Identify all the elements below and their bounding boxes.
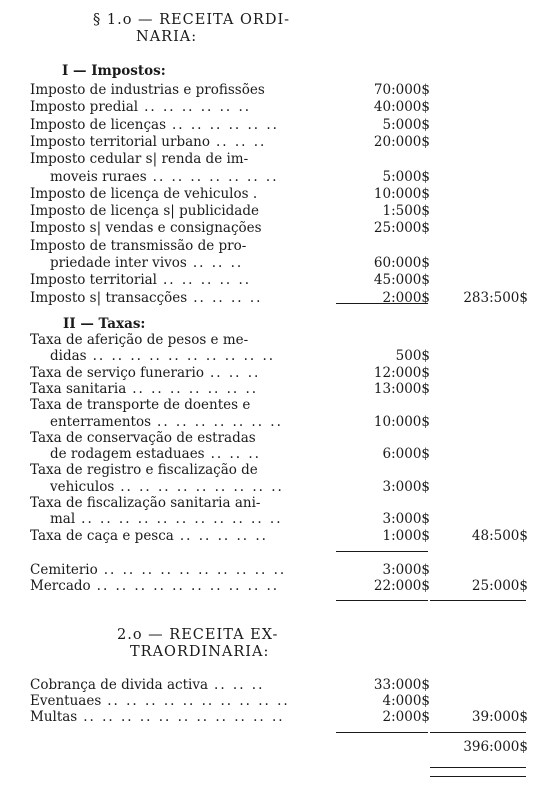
row-value: 45:000$	[373, 272, 430, 289]
row-label	[30, 221, 262, 236]
leader-dots: .. .. ..	[209, 364, 261, 381]
row-value: 3:000$	[382, 478, 430, 495]
row-label	[30, 100, 251, 115]
row-text: Taxa de caça e pesca	[30, 527, 174, 544]
row-value: 22:000$	[373, 578, 430, 594]
row-label	[30, 135, 266, 150]
row-text: Taxa de conservação de estradas	[30, 429, 256, 446]
row-text: Taxa de registro e fiscalização de	[30, 462, 258, 479]
row-label	[30, 496, 260, 511]
row-text: Taxa sanitaria	[30, 380, 127, 397]
row-label	[30, 398, 250, 413]
row-text: Imposto s| transacções	[30, 289, 188, 306]
row-label	[30, 273, 251, 288]
leader-dots: .. .. .. .. .. .. .. .. .. ..	[92, 348, 276, 365]
row-value: 500$	[395, 348, 430, 365]
row-subtotal: 25:000$	[471, 578, 528, 594]
leader-dots: .. .. .. .. ..	[179, 527, 268, 544]
section2-rule	[336, 732, 428, 733]
row-text: Cobrança de divida activa	[30, 677, 209, 693]
leader-dots: .. .. .. .. .. ..	[172, 116, 279, 133]
row-value: 12:000$	[373, 364, 430, 381]
row-value: 2:000$	[382, 709, 430, 726]
row-value: 40:000$	[373, 99, 430, 116]
row-value: 10:000$	[373, 413, 430, 430]
leader-dots: .. .. ..	[215, 133, 267, 150]
row-value: 70:000$	[373, 82, 430, 98]
row-label	[50, 256, 243, 271]
row-text: moveis ruraes	[50, 168, 147, 185]
row-text: Imposto territorial urbano	[30, 133, 210, 150]
row-label	[30, 431, 256, 446]
grand-total-rule-1	[430, 767, 526, 768]
section1-total-rule	[430, 600, 526, 601]
leader-dots: .. .. ..	[192, 255, 244, 271]
leader-dots: .. .. ..	[210, 446, 261, 463]
row-text: priedade inter vivos	[50, 255, 187, 271]
row-text: Eventuaes	[30, 693, 102, 710]
row-text: Taxa de fiscalização sanitaria ani-	[30, 495, 261, 511]
leader-dots: .. .. .. .. .. .. ..	[157, 413, 283, 430]
row-text: didas	[50, 348, 87, 365]
leader-dots: .. .. .. .. .. .. ..	[132, 380, 259, 397]
leader-dots: .. .. .. .. .. .. .. .. .. ..	[96, 578, 280, 594]
leader-dots: .. .. .. .. .. .. ..	[152, 168, 279, 185]
leader-dots: .. .. .. .. .. .. .. .. .. .. ..	[83, 709, 285, 726]
impostos-rule	[336, 303, 428, 304]
row-label	[30, 694, 290, 709]
row-value: 2:000$	[382, 289, 430, 306]
row-value: 1:000$	[382, 527, 430, 544]
row-value: 60:000$	[373, 255, 430, 271]
row-label	[50, 170, 278, 185]
row-value: 3:000$	[382, 562, 430, 578]
row-value: 20:000$	[373, 133, 430, 150]
row-text: Taxa de serviço funerario	[30, 364, 204, 381]
row-label	[30, 529, 268, 544]
row-label	[30, 83, 265, 98]
row-label	[50, 480, 284, 495]
leader-dots: .. .. .. .. ..	[163, 272, 252, 289]
row-text: enterramentos	[50, 413, 152, 430]
row-subtotal: 39:000$	[471, 709, 528, 726]
section1-heading-line1: § 1.o — RECEITA ORDI-	[93, 12, 291, 28]
row-label	[30, 382, 258, 397]
row-subtotal: 283:500$	[463, 289, 528, 306]
others-rule	[336, 600, 428, 601]
taxas-rule	[336, 551, 428, 552]
row-text: Imposto de industrias e profissões	[30, 82, 265, 98]
row-label	[30, 187, 257, 202]
row-label	[30, 366, 260, 381]
row-text: Imposto predial	[30, 99, 139, 116]
section2-total-rule	[430, 732, 526, 733]
row-label	[30, 152, 248, 167]
section2-heading-line1: 2.o — RECEITA EX-	[117, 627, 279, 643]
row-label	[30, 239, 246, 254]
row-label	[50, 512, 283, 527]
row-text: Imposto de licenças	[30, 116, 167, 133]
row-text: Imposto de transmissão de pro-	[30, 237, 247, 254]
row-value: 10:000$	[373, 185, 430, 202]
row-value: 6:000$	[382, 446, 430, 463]
leader-dots: .. .. .. .. .. ..	[144, 99, 252, 116]
row-label	[30, 291, 262, 306]
row-label	[30, 579, 279, 594]
section2-heading-line2: TRAORDINARIA:	[130, 644, 270, 660]
grand-total-rule-2	[430, 776, 526, 777]
grand-total: 396:000$	[463, 739, 528, 755]
row-value: 1:500$	[382, 203, 430, 220]
taxas-title: II — Taxas:	[63, 316, 146, 332]
row-text: Mercado	[30, 578, 91, 594]
row-text: Imposto territorial	[30, 272, 158, 289]
row-value: 5:000$	[382, 116, 430, 133]
row-value: 25:000$	[373, 220, 430, 237]
row-label	[30, 710, 285, 725]
row-value: 13:000$	[373, 380, 430, 397]
row-subtotal: 48:500$	[471, 527, 528, 544]
row-text: vehiculos	[50, 478, 115, 495]
row-text: Imposto de licença de vehiculos .	[30, 185, 258, 202]
row-text: mal	[50, 511, 76, 528]
row-text: Taxa de aferição de pesos e me-	[30, 332, 249, 348]
row-label	[30, 118, 279, 133]
row-text: de rodagem estaduaes	[50, 446, 205, 463]
row-label	[30, 204, 259, 219]
row-text: Taxa de transporte de doentes e	[30, 397, 251, 414]
row-value: 3:000$	[382, 511, 430, 528]
row-text: Imposto cedular s| renda de im-	[30, 151, 249, 168]
row-text: Imposto s| vendas e consignações	[30, 220, 262, 237]
row-value: 33:000$	[373, 677, 430, 693]
row-label	[50, 447, 261, 462]
row-label	[50, 349, 275, 364]
row-label	[30, 563, 286, 578]
row-label	[30, 333, 248, 348]
impostos-title: I — Impostos:	[62, 63, 166, 79]
leader-dots: .. .. .. .. .. .. .. .. ..	[120, 478, 284, 495]
row-value: 5:000$	[382, 168, 430, 185]
row-label	[30, 463, 258, 478]
leader-dots: .. .. .. ..	[193, 289, 263, 306]
row-label	[50, 415, 283, 430]
row-text: Multas	[30, 709, 78, 726]
row-label	[30, 678, 264, 693]
row-text: Imposto de licença s| publicidade	[30, 203, 259, 220]
leader-dots: .. .. .. .. .. .. .. .. .. ..	[103, 562, 287, 578]
leader-dots: .. .. ..	[214, 677, 265, 693]
row-text: Cemiterio	[30, 562, 98, 578]
row-value: 4:000$	[382, 693, 430, 710]
leader-dots: .. .. .. .. .. .. .. .. .. ..	[107, 693, 290, 710]
leader-dots: .. .. .. .. .. .. .. .. .. .. ..	[81, 511, 283, 528]
section1-heading-line2: NARIA:	[136, 29, 198, 45]
